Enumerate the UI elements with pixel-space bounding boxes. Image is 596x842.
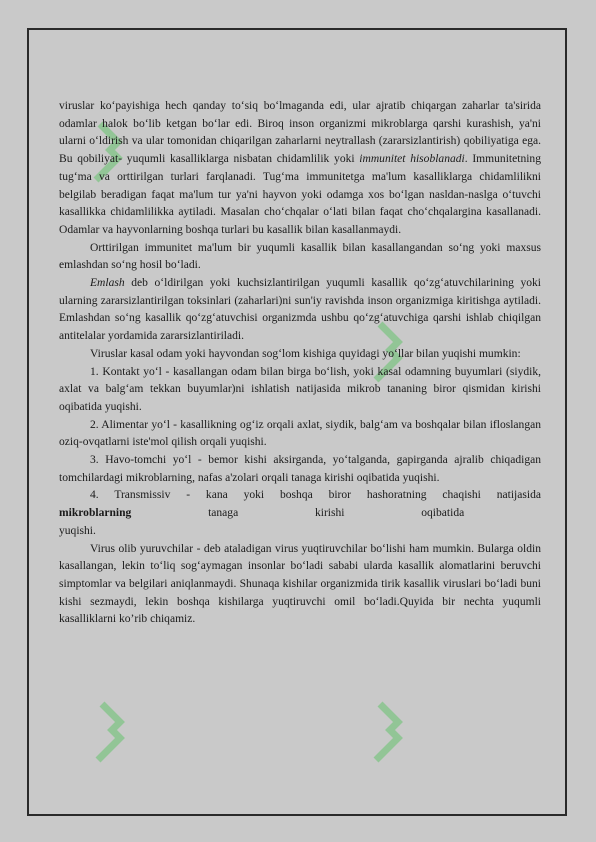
text-word: oqibatida <box>421 507 465 520</box>
paragraph-transmission-intro <box>59 346 541 364</box>
paragraph-contact-route <box>59 364 541 417</box>
paragraph-airborne-route <box>59 452 541 487</box>
text-run: Virus olib yuruvchilar - deb ataladigan virus yuqtiruvchilar bo‘lishi ham mumkin. Bularga oldin kasallangan, lekin to‘liq sog‘aymagan insonlar bo‘ladi sababi ularda kasallik alomatlarini beruvchi simptomlar va belgilari aniqlanmaydi. Shunaqa kishilar organizmida tirik kasallik viruslari bo‘ladi buni kishi sezmaydi, lekin boshqa kishilarga yuqtiruvchi omil bo‘ladi.Quyida bir nechta yuqumli kasalliklarni ko’rib chiqamiz. <box>59 542 541 626</box>
text-run: . Immunitetning tug‘ma va orttirilgan turlari farqlanadi. Tug‘ma immunitetga ma'lum kasalliklarga chidamlilikni belgilab beradigan faqat ma'lum tur ya'ni hayvon yoki odamga xos bo‘lgan nasldan-naslga o‘tuvchi kasallikka chidamlilikka aytiladi. Masalan cho‘chqalar o‘lati bilan faqat cho‘chqalargina kasallanadi. Odamlar va hayvonlarning boshqa turlari bu kasallik bilan kasallanmaydi. <box>59 153 541 236</box>
text-word: kirishi <box>314 507 345 520</box>
document-body <box>59 98 541 629</box>
paragraph-vaccination <box>59 275 541 346</box>
paragraph-acquired-immunity <box>59 240 541 275</box>
text-run: viruslar ko‘payishiga hech qanday to‘siq bo‘lmaganda edi, ular ajratib chiqargan zaharlar ta'sirida odamlar halok bo‘lib ketgan bo‘lar edi. Biroq inson organizmi mikroblarga qarshi kurashish, ya'ni ularni o‘ldirish va ular tomonidan chiqarilgan zaharlarni neytrallash (zararsizlantirish) qobiliyatiga ega. Bu qobiliyat- yuqumli kasalliklarga nisbatan chidamlilik yoki <box>59 100 541 166</box>
text-run: Viruslar kasal odam yoki hayvondan sog‘lom kishiga quyidagi yo‘llar bilan yuqishi mumkin: <box>90 347 521 360</box>
text-run: 4. Transmissiv - kana yoki boshqa biror hashoratning chaqishi natijasida <box>90 489 541 502</box>
watermark-logo <box>370 680 404 790</box>
text-word: mikroblarning <box>59 507 132 520</box>
text-word: tanaga <box>208 507 239 520</box>
watermark-logo <box>92 680 126 790</box>
paragraph-immunity <box>59 98 541 240</box>
paragraph-alimentary-route <box>59 417 541 452</box>
paragraph-transmissive-end <box>59 523 541 541</box>
text-run: 2. Alimentar yo‘l - kasallikning og‘iz orqali axlat, siydik, balg‘am va boshqalar bilan ifloslangan oziq-ovqatlarni iste'mol qilish orqali yuqishi. <box>59 418 541 449</box>
text-run: 3. Havo-tomchi yo‘l - bemor kishi aksirganda, yo‘talganda, gapirganda ajralib chiqadigan tomchilardagi mikroblarning, nafas a'zolari orqali tanaga kirishi oqibatida yuqishi. <box>59 454 541 484</box>
text-run: Emlash <box>90 277 125 290</box>
text-run: deb o‘ldirilgan yoki kuchsizlantirilgan yuqumli kasallik qo‘zg‘atuvchilarining yoki ularning zararsizlantirilgan toksinlari (zaharlari)ni sun'iy ravishda inson organizmiga kiritishga aytiladi. Emlashdan so‘ng kasallik qo‘zg‘atuvchisi organizmda ushbu qo‘zg‘atuvchiga qarshi ishlab chiqilgan antitelalar yordamida zararsizlantiriladi. <box>59 277 541 343</box>
text-run: yuqishi. <box>59 524 96 537</box>
text-run: 1. Kontakt yo‘l - kasallangan odam bilan birga bo‘lish, yoki kasal odamning buyumlari (siydik, axlat va balg‘am tekkan buyumlar)ni ishlatish natijasida mikrob tananing biror qismidan kirishi oqibatida yuqishi. <box>59 365 541 413</box>
paragraph-transmissive-continued <box>59 505 541 523</box>
text-run: Orttirilgan immunitet ma'lum bir yuqumli kasallik bilan kasallangandan so‘ng yoki maxsus emlashdan so‘ng hosil bo‘ladi. <box>59 241 541 272</box>
text-run: immunitet hisoblanadi <box>359 153 465 166</box>
paragraph-carriers <box>59 541 541 630</box>
paragraph-transmissive-route <box>59 487 541 505</box>
